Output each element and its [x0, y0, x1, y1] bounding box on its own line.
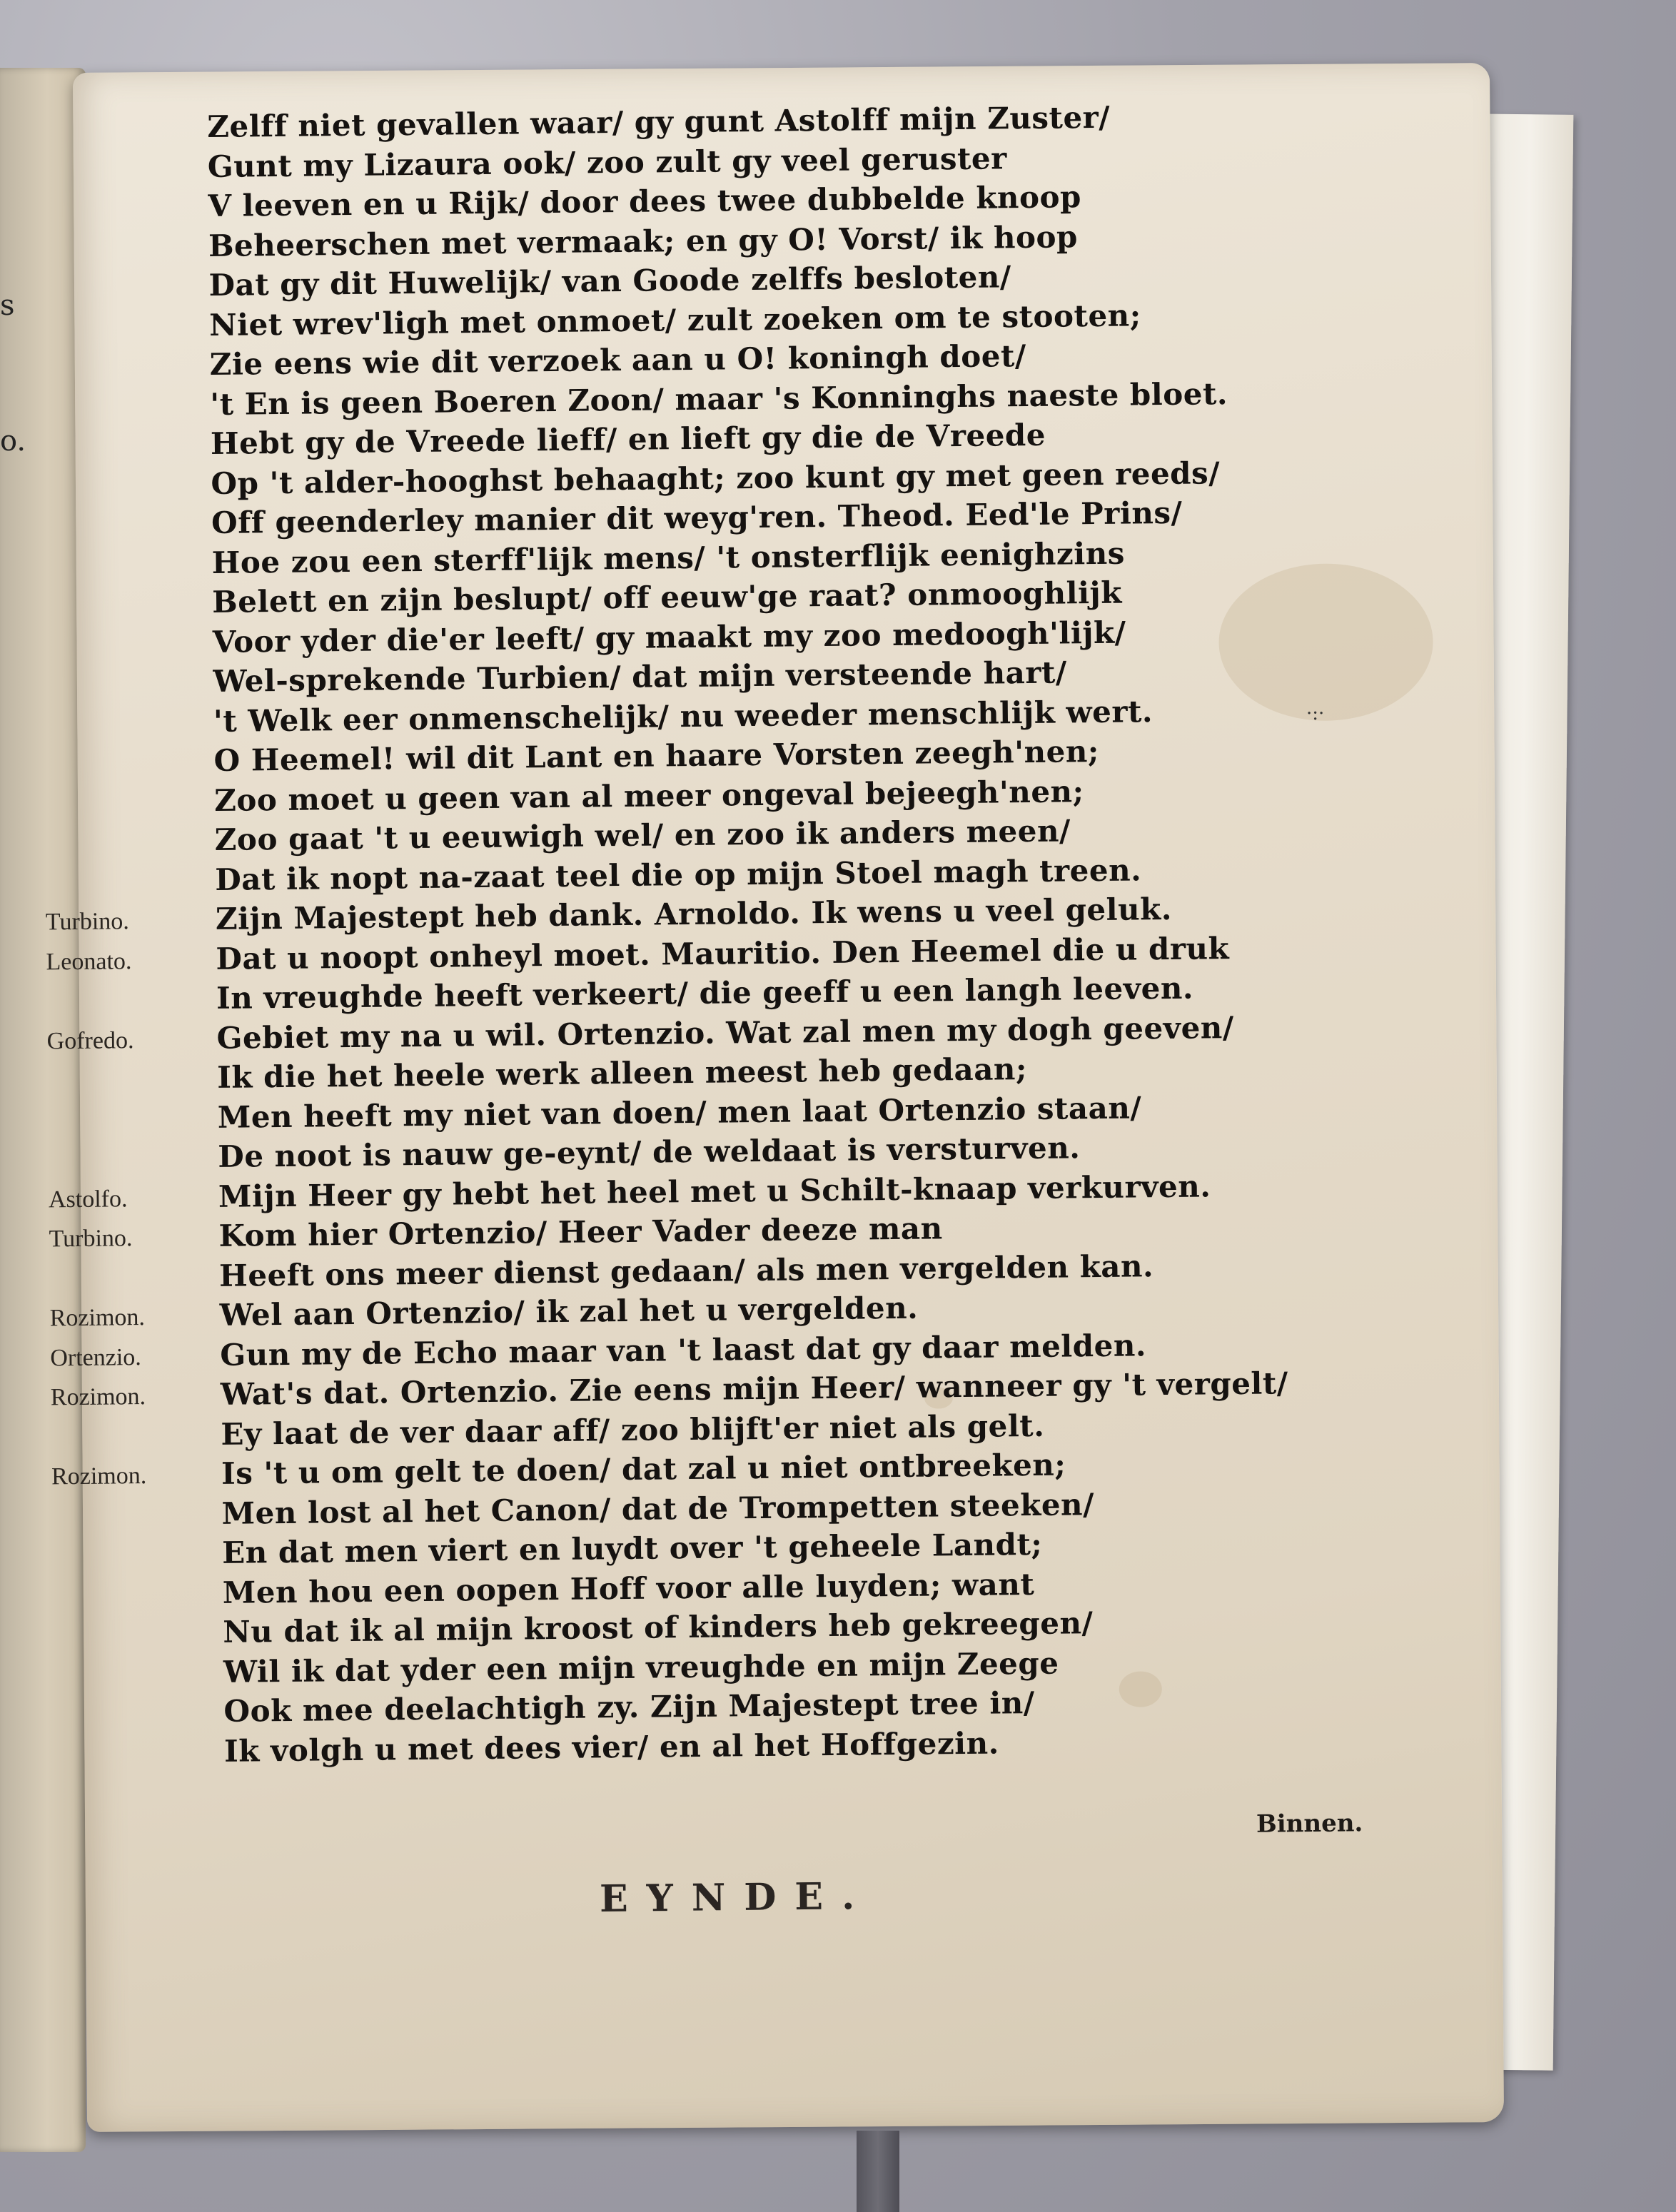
verse-text: Nu dat ik al mijn kroost of kinders heb gekreegen/: [223, 1605, 1094, 1650]
verse-text: Gebiet my na u wil. Ortenzio. Wat zal men my dogh geeven/: [216, 1009, 1234, 1056]
verse-text: Niet wrev'ligh met onmoet/ zult zoeken om te stooten;: [208, 297, 1141, 343]
verse-text: Men lost al het Canon/ dat de Trompetten steeken/: [221, 1486, 1095, 1531]
verse-text: Hebt gy de Vreede lieff/ en lieft gy die de Vreede: [210, 417, 1046, 461]
margin-fragment: o.: [0, 425, 26, 458]
verse-text: Zoo gaat 't u eeuwigh wel/ en zoo ik anders meen/: [214, 813, 1071, 857]
verse-text: Wel aan Ortenzio/ ik zal het u vergelden.: [219, 1290, 919, 1333]
verse-text: Ey laat de ver daar aff/ zoo blijft'er niet als gelt.: [221, 1408, 1045, 1452]
verse-text: V leeven en u Rijk/ door dees twee dubbelde knoop: [208, 179, 1082, 223]
verse-text: Zoo moet u geen van al meer ongeval bejeegh'nen;: [213, 773, 1084, 818]
verse-text: Dat gy dit Huwelijk/ van Goode zelffs besloten/: [208, 259, 1011, 303]
verse-text: Ik volgh u met dees vier/ en al het Hoffgezin.: [223, 1725, 1000, 1769]
verse-text: Hoe zou een sterff'lijk mens/ 't onsterflijk eenighzins: [211, 535, 1126, 580]
verse-text: Wil ik dat yder een mijn vreughde en mijn Zeege: [223, 1645, 1059, 1690]
verse-text: Ik die het heele werk alleen meest heb gedaan;: [216, 1051, 1028, 1095]
speaker-label: Gofredo.: [46, 1026, 134, 1054]
previous-page-edge: [0, 68, 86, 2152]
verse-text: Mijn Heer gy hebt het heel met u Schilt-knaap verkurven.: [218, 1168, 1211, 1214]
verse-text: Zie eens wie dit verzoek aan u O! koningh doet/: [209, 338, 1026, 382]
verse-text: In vreughde heeft verkeert/ die geeff u een langh leeven.: [216, 970, 1194, 1016]
verse-text: Voor yder die'er leeft/ gy maakt my zoo medoogh'lijk/: [212, 615, 1126, 660]
verse-text: Zijn Majestept heb dank. Arnoldo. Ik wens u veel geluk.: [215, 891, 1173, 936]
verse-text: Men heeft my niet van doen/ men laat Ortenzio staan/: [217, 1089, 1142, 1135]
speaker-label: Astolfo.: [48, 1185, 128, 1213]
speaker-label: Ortenzio.: [50, 1343, 141, 1371]
verse-block: [45, 94, 1452, 1771]
speaker-label: Leonato.: [46, 947, 132, 975]
verse-text: Op 't alder-hooghst behaaght; zoo kunt gy met geen reeds/: [211, 455, 1221, 501]
verse-text: Heeft ons meer dienst gedaan/ als men vergelden kan.: [218, 1248, 1154, 1293]
verse-text: De noot is nauw ge-eynt/ de weldaat is versturven.: [218, 1130, 1081, 1174]
verse-text: 't En is geen Boeren Zoon/ maar 's Konninghs naeste bloet.: [210, 375, 1228, 422]
speaker-label: Rozimon.: [51, 1462, 147, 1490]
verse-text: Kom hier Ortenzio/ Heer Vader deeze man: [218, 1211, 943, 1253]
finis-ornament: EYNDE.: [599, 1874, 874, 1921]
verse-text: 't Welk eer onmenschelijk/ nu weeder menschlijk wert.: [213, 693, 1153, 739]
verse-text: Wat's dat. Ortenzio. Zie eens mijn Heer/ wanneer gy 't vergelt/: [220, 1365, 1288, 1412]
bookmark-ribbon: [857, 2131, 899, 2212]
stage-direction: Binnen.: [1256, 1809, 1363, 1839]
verse-text: Dat u noopt onheyl moet. Mauritio. Den Heemel die u druk: [216, 930, 1230, 976]
verse-text: Gunt my Lizaura ook/ zoo zult gy veel geruster: [207, 140, 1007, 184]
verse-text: Off geenderley manier dit weyg'ren. Theod. Eed'le Prins/: [211, 495, 1183, 540]
verse-text: Belett en zijn beslupt/ off eeuw'ge raat? onmooghlijk: [212, 575, 1123, 620]
margin-fragment: s: [0, 289, 15, 322]
speaker-label: Turbino.: [49, 1225, 133, 1253]
verse-text: Gun my de Echo maar van 't laast dat gy daar melden.: [220, 1327, 1147, 1373]
verse-text: Is 't u om gelt te doen/ dat zal u niet ontbreeken;: [221, 1447, 1066, 1491]
ink-speck: ·:·: [1306, 703, 1325, 724]
speaker-label: Turbino.: [45, 908, 129, 936]
verse-text: Ook mee deelachtigh zy. Zijn Majestept tree in/: [223, 1685, 1035, 1729]
verse-text: En dat men viert en luydt over 't geheele Landt;: [221, 1526, 1043, 1570]
verse-text: Dat ik nopt na-zaat teel die op mijn Stoel magh treen.: [215, 852, 1142, 897]
verse-text: Men hou een oopen Hoff voor alle luyden; want: [222, 1566, 1035, 1610]
speaker-label: Rozimon.: [49, 1304, 146, 1332]
verse-text: Beheerschen met vermaak; en gy O! Vorst/ ik hoop: [208, 218, 1079, 263]
speaker-label: Rozimon.: [50, 1383, 146, 1411]
verse-text: O Heemel! wil dit Lant en haare Vorsten zeegh'nen;: [213, 733, 1100, 778]
verse-text: Wel-sprekende Turbien/ dat mijn versteende hart/: [213, 655, 1067, 699]
verse-text: Zelff niet gevallen waar/ gy gunt Astolff mijn Zuster/: [207, 99, 1111, 144]
